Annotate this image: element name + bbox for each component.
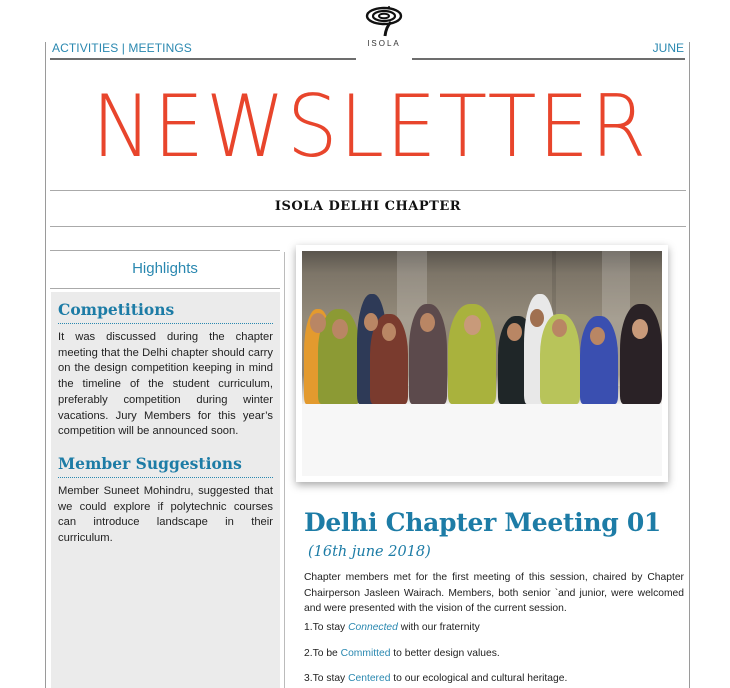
goal-item: 1.To stay Connected with our fraternity xyxy=(304,622,480,633)
chapter-name: ISOLA DELHI CHAPTER xyxy=(274,199,462,214)
isola-logo xyxy=(356,0,412,60)
goal-item: 3.To stay Centered to our ecological and cultural heritage. xyxy=(304,673,568,684)
competitions-heading: Competitions xyxy=(58,300,273,324)
column-divider xyxy=(284,252,285,688)
highlights-sidebar xyxy=(51,292,280,688)
divider xyxy=(50,190,686,191)
article-body: Chapter members met for the first meeting of this session, chaired by Chapter Chairperson Jasleen Wairach. Members, both senior `and junior, were welcomed and were presented with the vision of the current session. xyxy=(304,572,684,614)
member-suggestions-heading: Member Suggestions xyxy=(58,454,273,478)
page-border-right xyxy=(689,42,690,688)
divider xyxy=(50,250,280,251)
logo-text: ISOLA xyxy=(367,39,401,48)
meeting-table xyxy=(302,404,662,476)
divider xyxy=(50,226,686,227)
meeting-photo xyxy=(302,251,662,476)
article-date: (16th june 2018) xyxy=(308,544,431,560)
spiral-logo-icon xyxy=(364,5,404,37)
page-border-left xyxy=(45,42,46,688)
goal-keyword: Centered xyxy=(348,673,391,684)
month-label: JUNE xyxy=(652,41,684,55)
newsletter-title: NEWSLETTER xyxy=(91,77,649,177)
group-photo xyxy=(296,245,668,482)
goal-keyword: Committed xyxy=(340,648,391,659)
member-suggestions-text: Member Suneet Mohindru, suggested that we could explore if polytechnic courses can introduce landscape in their curriculum. xyxy=(58,484,273,545)
section-label: ACTIVITIES | MEETINGS xyxy=(52,41,192,55)
highlights-heading: Highlights xyxy=(132,260,198,277)
goal-keyword: Connected xyxy=(348,622,398,633)
goal-item: 2.To be Committed to better design values. xyxy=(304,648,500,659)
competitions-text: It was discussed during the chapter meeting that the Delhi chapter should carry on the design competition keeping in mind the timeline of the student curriculum, preferably competition during winter vacations. Jury Members for this year’s competition will be announced soon. xyxy=(58,331,273,438)
divider xyxy=(50,288,280,289)
article-title: Delhi Chapter Meeting 01 xyxy=(304,508,662,537)
